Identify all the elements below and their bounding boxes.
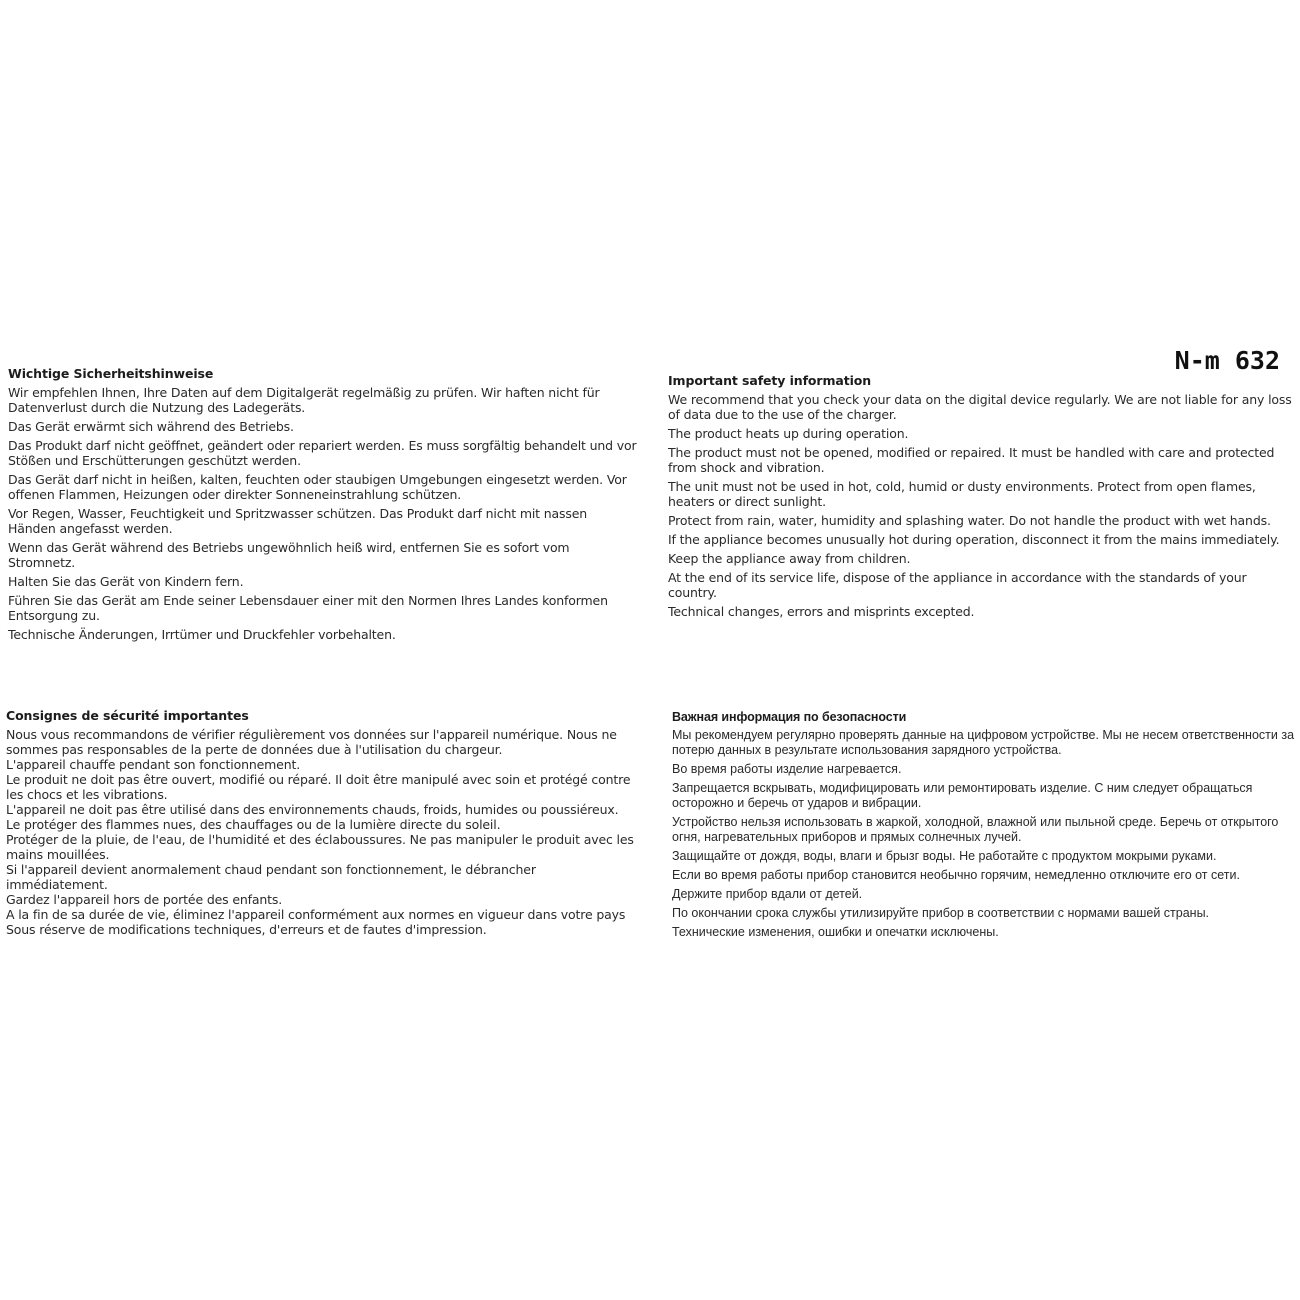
russian-paragraph: По окончании срока службы утилизируйте прибор в соответствии с нормами вашей страны.: [672, 906, 1210, 920]
russian-paragraph: Запрещается вскрывать, модифицировать или ремонтировать изделие. С ним следует обращаться осторожно и беречь от ударов и вибрации.: [672, 781, 1253, 810]
german-paragraph: Das Gerät darf nicht in heißen, kalten, feuchten oder staubigen Umgebungen eingesetzt werden. Vor offenen Flammen, Heizungen oder direkter Sonneneinstrahlung schützen.: [8, 472, 627, 502]
french-paragraph: Protéger de la pluie, de l'eau, de l'humidité et des éclaboussures. Ne pas manipuler le produit avec les mains mouillées.: [6, 832, 634, 862]
german-paragraph: Vor Regen, Wasser, Feuchtigkeit und Spritzwasser schützen. Das Produkt darf nicht mit nassen Händen angefasst werden.: [8, 506, 588, 536]
french-heading: Consignes de sécurité importantes: [6, 708, 249, 723]
russian-paragraph: Во время работы изделие нагревается.: [672, 762, 902, 776]
russian-safety-section: [672, 710, 1297, 944]
french-paragraph: Le produit ne doit pas être ouvert, modifié ou réparé. Il doit être manipulé avec soin et protégé contre les chocs et les vibrations.: [6, 772, 631, 802]
russian-paragraph: Технические изменения, ошибки и опечатки исключены.: [672, 925, 999, 939]
french-paragraph: Gardez l'appareil hors de portée des enfants.: [6, 892, 283, 907]
german-paragraph: Das Gerät erwärmt sich während des Betriebs.: [8, 419, 294, 434]
english-paragraph: If the appliance becomes unusually hot during operation, disconnect it from the mains immediately.: [668, 532, 1280, 547]
english-paragraph: Technical changes, errors and misprints excepted.: [668, 604, 975, 619]
russian-paragraph: Защищайте от дождя, воды, влаги и брызг воды. Не работайте с продуктом мокрыми руками.: [672, 849, 1217, 863]
french-safety-section: [6, 708, 636, 937]
german-heading: Wichtige Sicherheitshinweise: [8, 366, 214, 381]
german-paragraph: Halten Sie das Gerät von Kindern fern.: [8, 574, 244, 589]
german-safety-section: [8, 366, 638, 646]
french-paragraph: L'appareil ne doit pas être utilisé dans des environnements chauds, froids, humides ou poussiéreux.: [6, 802, 619, 817]
french-paragraph: Si l'appareil devient anormalement chaud pendant son fonctionnement, le débrancher immédiatement.: [6, 862, 536, 892]
english-paragraph: The product must not be opened, modified or repaired. It must be handled with care and protected from shock and vibration.: [668, 445, 1275, 475]
french-paragraph: Sous réserve de modifications techniques, d'erreurs et de fautes d'impression.: [6, 922, 487, 937]
english-heading: Important safety information: [668, 373, 872, 388]
english-safety-section: [668, 373, 1293, 623]
english-paragraph: Protect from rain, water, humidity and splashing water. Do not handle the product with wet hands.: [668, 513, 1271, 528]
english-paragraph: The unit must not be used in hot, cold, humid or dusty environments. Protect from open flames, heaters or direct sunlight.: [668, 479, 1256, 509]
russian-paragraph: Если во время работы прибор становится необычно горячим, немедленно отключите его от сети.: [672, 868, 1240, 882]
english-paragraph: We recommend that you check your data on the digital device regularly. We are not liable for any loss of data due to the use of the charger.: [668, 392, 1292, 422]
german-paragraph: Das Produkt darf nicht geöffnet, geändert oder repariert werden. Es muss sorgfältig behandelt und vor Stößen und Erschütterungen geschützt werden.: [8, 438, 637, 468]
german-paragraph: Wir empfehlen Ihnen, Ihre Daten auf dem Digitalgerät regelmäßig zu prüfen. Wir haften nicht für Datenverlust durch die Nutzung des Ladegeräts.: [8, 385, 600, 415]
french-paragraph: A la fin de sa durée de vie, éliminez l'appareil conformément aux normes en vigueur dans votre pays: [6, 907, 626, 922]
french-paragraph: Nous vous recommandons de vérifier régulièrement vos données sur l'appareil numérique. Nous ne sommes pas responsables de la perte de données due à l'utilisation du chargeur.: [6, 727, 617, 757]
russian-paragraph: Держите прибор вдали от детей.: [672, 887, 863, 901]
russian-heading: Важная информация по безопасности: [672, 710, 907, 724]
german-paragraph: Technische Änderungen, Irrtümer und Druckfehler vorbehalten.: [8, 627, 396, 642]
english-paragraph: At the end of its service life, dispose of the appliance in accordance with the standards of your country.: [668, 570, 1247, 600]
english-paragraph: The product heats up during operation.: [668, 426, 909, 441]
english-paragraph: Keep the appliance away from children.: [668, 551, 911, 566]
russian-paragraph: Мы рекомендуем регулярно проверять данные на цифровом устройстве. Мы не несем ответственности за потерю данных в результате использования зарядного устройства.: [672, 728, 1295, 757]
german-paragraph: Führen Sie das Gerät am Ende seiner Lebensdauer einer mit den Normen Ihres Landes konformen Entsorgung zu.: [8, 593, 608, 623]
russian-paragraph: Устройство нельзя использовать в жаркой, холодной, влажной или пыльной среде. Беречь от открытого огня, нагревательных приборов и прямых солнечных лучей.: [672, 815, 1279, 844]
model-number: N-m 632: [1174, 346, 1280, 375]
german-paragraph: Wenn das Gerät während des Betriebs ungewöhnlich heiß wird, entfernen Sie es sofort vom Stromnetz.: [8, 540, 570, 570]
french-paragraph: L'appareil chauffe pendant son fonctionnement.: [6, 757, 301, 772]
french-paragraph: Le protéger des flammes nues, des chauffages ou de la lumière directe du soleil.: [6, 817, 501, 832]
